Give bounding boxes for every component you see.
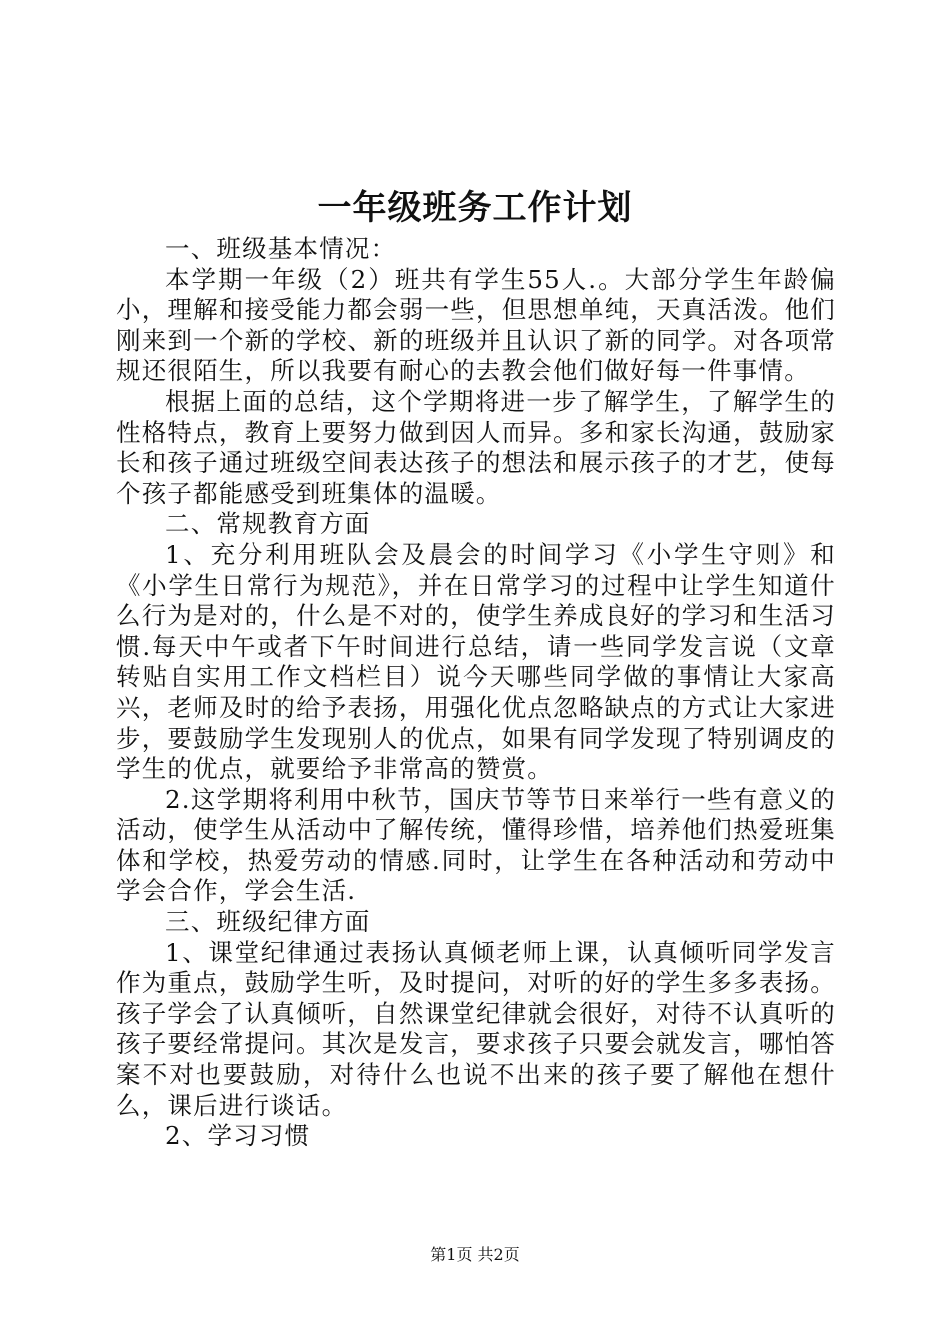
section-heading-1: 一、班级基本情况： [165, 234, 397, 263]
paragraph-class-overview: 本学期一年级（2）班共有学生55人.。大部分学生年龄偏小，理解和接受能力都会弱一些，但思想单纯，天真活泼。他们刚来到一个新的学校、新的班级并且认识了新的同学。对各项常规还很陌生，所以我要有耐心的去教会他们做好每一件事情。 [116, 264, 836, 386]
section-heading-2: 二、常规教育方面 [165, 509, 371, 539]
section-heading-3: 三、班级纪律方面 [165, 907, 371, 937]
document-body [116, 234, 836, 1152]
paragraph-routine-1: 1、充分利用班队会及晨会的时间学习《小学生守则》和《小学生日常行为规范》，并在日常学习的过程中让学生知道什么行为是对的，什么是不对的，使学生养成良好的学习和生活习惯.每天中午或者下午时间进行总结，请一些同学发言说（文章转贴自实用工作文档栏目）说今天哪些同学做的事情让大家高兴，老师及时的给予表扬，用强化优点忽略缺点的方式让大家进步，要鼓励学生发现别人的优点，如果有同学发现了特别调皮的学生的优点，就要给予非常高的赞赏。 [116, 539, 836, 784]
document-title: 一年级班务工作计划 [317, 188, 633, 228]
paragraph-discipline-2: 2、学习习惯 [165, 1121, 311, 1151]
paragraph-routine-2: 2.这学期将利用中秋节，国庆节等节日来举行一些有意义的活动，使学生从活动中了解传统，懂得珍惜，培养他们热爱班集体和学校，热爱劳动的情感.同时，让学生在各种活动和劳动中学会合作，学会生活. [116, 784, 836, 906]
paragraph-discipline-1: 1、课堂纪律通过表扬认真倾老师上课，认真倾听同学发言作为重点，鼓励学生听，及时提问，对听的好的学生多多表扬。孩子学会了认真倾听，自然课堂纪律就会很好，对待不认真听的孩子要经常提问。其次是发言，要求孩子只要会就发言，哪怕答案不对也要鼓励，对待什么也说不出来的孩子要了解他在想什么，课后进行谈话。 [116, 937, 836, 1120]
page-number-footer: 第1页 共2页 [430, 1245, 520, 1264]
paragraph-summary: 根据上面的总结，这个学期将进一步了解学生，了解学生的性格特点，教育上要努力做到因人而异。多和家长沟通，鼓励家长和孩子通过班级空间表达孩子的想法和展示孩子的才艺，使每个孩子都能感受到班集体的温暖。 [116, 386, 836, 508]
